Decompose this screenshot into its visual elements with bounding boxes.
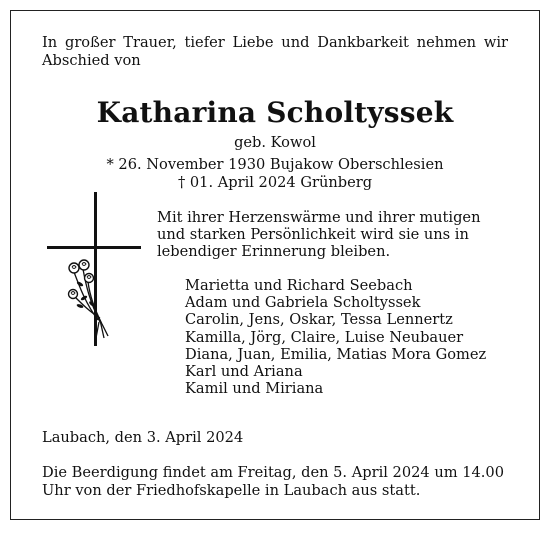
mourner-line: Marietta und Richard Seebach <box>185 277 413 294</box>
mourner-line: Karl und Ariana <box>185 363 303 381</box>
maiden-name: geb. Kowol <box>234 134 316 151</box>
deceased-name: Katharina Scholtyssek <box>96 96 454 129</box>
mourner-line: Diana, Juan, Emilia, Matias Mora Gomez <box>185 345 487 363</box>
death-date: † 01. April 2024 Grünberg <box>177 174 373 191</box>
mourner-line: Kamilla, Jörg, Claire, Luise Neubauer <box>185 328 464 346</box>
cross-with-roses-icon <box>44 192 144 348</box>
mourners-list <box>185 277 525 397</box>
intro-text: In großer Trauer, tiefer Liebe und Dankbarkeit nehmen wir Abschied von <box>42 34 508 69</box>
birth-date: * 26. November 1930 Bujakow Oberschlesien <box>106 156 444 173</box>
place-and-date: Laubach, den 3. April 2024 <box>42 429 244 446</box>
mourner-line: Kamil und Miriana <box>185 380 324 398</box>
mourner-line: Adam und Gabriela Scholtyssek <box>185 294 421 312</box>
funeral-info: Die Beerdigung findet am Freitag, den 5. April 2024 um 14.00 Uhr von der Friedhofskapelle in Laubach aus statt. <box>42 464 504 499</box>
tribute-text: Mit ihrer Herzenswärme und ihrer mutigen und starken Persönlichkeit wird sie uns in lebendiger Erinnerung bleiben. <box>157 209 481 260</box>
mourner-line: Carolin, Jens, Oskar, Tessa Lennertz <box>185 311 453 329</box>
